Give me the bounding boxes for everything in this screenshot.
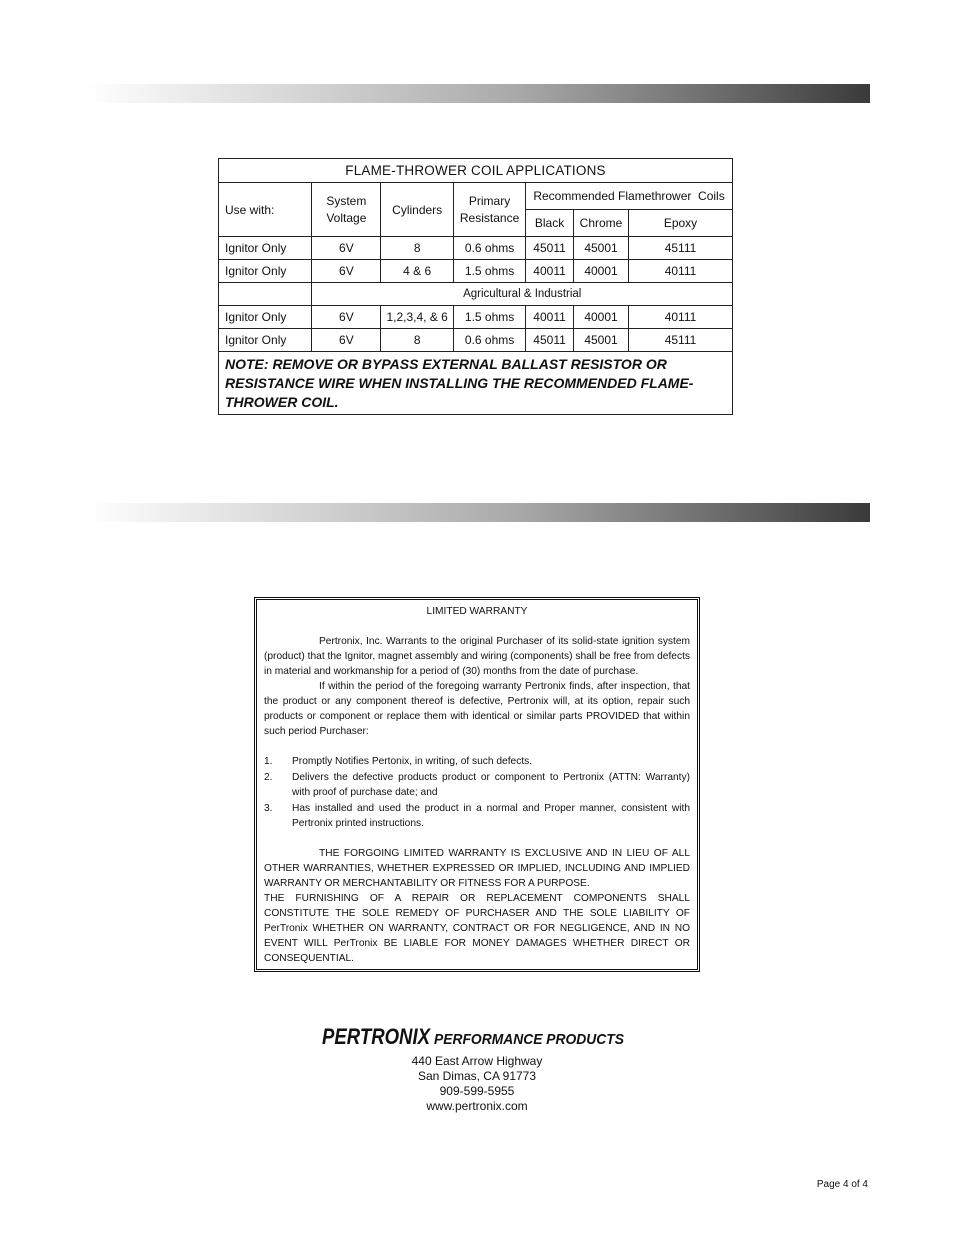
- cell-use: Ignitor Only: [219, 237, 312, 260]
- cell-resistance: 0.6 ohms: [454, 329, 526, 352]
- list-item: [264, 770, 690, 800]
- header-system-voltage: System Voltage: [312, 183, 381, 237]
- cell-epoxy: 45111: [629, 329, 733, 352]
- table-row: [219, 329, 733, 352]
- header-chrome: Chrome: [574, 210, 629, 237]
- header-cylinders: Cylinders: [381, 183, 454, 237]
- header-black: Black: [526, 210, 574, 237]
- address-line-1: 440 East Arrow Highway: [411, 1054, 543, 1068]
- list-item: [264, 754, 690, 769]
- divider-gradient-band: [86, 503, 870, 522]
- list-number: 3.: [264, 803, 273, 814]
- list-item: [264, 801, 690, 831]
- cell-use: Ignitor Only: [219, 329, 312, 352]
- pertronix-logo: [320, 1024, 640, 1050]
- cell-cylinders: 8: [381, 237, 454, 260]
- warranty-paragraph: Pertronix, Inc. Warrants to the original Purchaser of its solid-state ignition system (product) that the Ignitor, magnet assembly and wiring (components) shall be free from defects in material and workmanship for a period of (30) months from the date of purchase.: [264, 636, 690, 677]
- header-use-with: Use with:: [219, 183, 312, 237]
- cell-cylinders: 1,2,3,4, & 6: [381, 306, 454, 329]
- warranty-paragraph: If within the period of the foregoing warranty Pertronix finds, after inspection, that the product or any component thereof is defective, Pertronix will, at its option, repair such products or component or replace them with identical or similar parts PROVIDED that within such period Purchaser:: [264, 681, 690, 737]
- list-number: 1.: [264, 756, 273, 767]
- header-recommended-coils: Recommended Flamethrower Coils: [526, 183, 733, 210]
- cell-chrome: 40001: [574, 260, 629, 283]
- header-primary-resistance: Primary Resistance: [454, 183, 526, 237]
- svg-text:PERTRONIX: PERTRONIX: [322, 1024, 432, 1049]
- page-number: Page 4 of 4: [816, 1179, 868, 1190]
- warranty-liability: THE FURNISHING OF A REPAIR OR REPLACEMENT COMPONENTS SHALL CONSTITUTE THE SOLE REMEDY OF PURCHASER AND THE SOLE LIABILITY OF PerTronix WHETHER ON WARRANTY, CONTRACT OR FOR NEGLIGENCE, AND IN NO EVENT WILL PerTronix BE LIABLE FOR MONEY DAMAGES WHETHER DIRECT OR CONSEQUENTIAL.: [264, 893, 690, 964]
- cell-resistance: 0.6 ohms: [454, 237, 526, 260]
- company-address: [0, 1054, 954, 1114]
- cell-black: 45011: [526, 237, 574, 260]
- phone-number: 909-599-5955: [439, 1084, 515, 1098]
- cell-epoxy: 40111: [629, 306, 733, 329]
- section-row: [219, 283, 733, 306]
- ballast-note: NOTE: REMOVE OR BYPASS EXTERNAL BALLAST RESISTOR OR RESISTANCE WIRE WHEN INSTALLING THE RECOMMENDED FLAME-THROWER COIL.: [219, 352, 733, 415]
- cell-use: Ignitor Only: [219, 306, 312, 329]
- coil-applications-table: [218, 158, 733, 415]
- cell-black: 40011: [526, 306, 574, 329]
- header-epoxy: Epoxy: [629, 210, 733, 237]
- header-gradient-band: [86, 84, 870, 103]
- cell-voltage: 6V: [312, 306, 381, 329]
- table-title: FLAME-THROWER COIL APPLICATIONS: [219, 159, 733, 183]
- address-line-2: San Dimas, CA 91773: [417, 1069, 537, 1083]
- cell-use: Ignitor Only: [219, 260, 312, 283]
- cell-resistance: 1.5 ohms: [454, 306, 526, 329]
- cell-chrome: 45001: [574, 237, 629, 260]
- warranty-conditions-list: [264, 754, 690, 831]
- table-row: [219, 306, 733, 329]
- list-text: Delivers the defective products product or component to Pertronix (ATTN: Warranty) with proof of purchase date; and: [292, 772, 690, 798]
- empty-cell: [219, 283, 312, 306]
- cell-voltage: 6V: [312, 260, 381, 283]
- warranty-box: [254, 597, 700, 972]
- cell-cylinders: 8: [381, 329, 454, 352]
- list-text: Has installed and used the product in a normal and Proper manner, consistent with Pertronix printed instructions.: [292, 803, 690, 829]
- cell-chrome: 40001: [574, 306, 629, 329]
- cell-cylinders: 4 & 6: [381, 260, 454, 283]
- website-link[interactable]: www.pertronix.com: [426, 1099, 528, 1113]
- svg-text:PERFORMANCE PRODUCTS: PERFORMANCE PRODUCTS: [434, 1031, 624, 1048]
- cell-epoxy: 45111: [629, 237, 733, 260]
- cell-chrome: 45001: [574, 329, 629, 352]
- cell-voltage: 6V: [312, 329, 381, 352]
- cell-epoxy: 40111: [629, 260, 733, 283]
- cell-black: 45011: [526, 329, 574, 352]
- cell-resistance: 1.5 ohms: [454, 260, 526, 283]
- warranty-disclaimer: THE FORGOING LIMITED WARRANTY IS EXCLUSIVE AND IN LIEU OF ALL OTHER WARRANTIES, WHETHER EXPRESSED OR IMPLIED, INCLUDING AND IMPLIED WARRANTY OR MERCHANTABILITY OR FITNESS FOR A PURPOSE.: [264, 848, 690, 889]
- list-number: 2.: [264, 772, 273, 783]
- section-label: Agricultural & Industrial: [312, 283, 733, 306]
- table-row: [219, 237, 733, 260]
- warranty-title: LIMITED WARRANTY: [426, 606, 528, 617]
- table-row: [219, 260, 733, 283]
- list-text: Promptly Notifies Pertonix, in writing, of such defects.: [292, 756, 533, 767]
- cell-black: 40011: [526, 260, 574, 283]
- cell-voltage: 6V: [312, 237, 381, 260]
